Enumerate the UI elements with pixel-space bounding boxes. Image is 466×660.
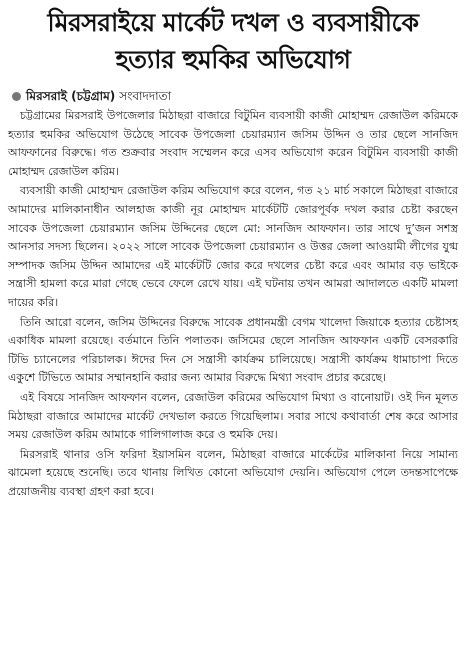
byline-reporter: সংবাদদাতা	[119, 89, 172, 103]
article-paragraph-5: মিরসরাই থানার ওসি ফরিদা ইয়াসমিন বলেন, মিঠাছরা বাজারে মার্কেটের মালিকানা নিয়ে সামান্য ঝামেলা হয়েছে শুনেছি। তবে থানায় লিখিত কোনো অভিযোগ দেয়নি। অভিযোগ পেলে তদন্তসাপেক্ষে প্রয়োজনীয় ব্যবস্থা গ্রহণ করা হবে।	[8, 447, 458, 498]
byline	[8, 88, 458, 104]
byline-location: মিরসরাই (চট্টগ্রাম)	[26, 89, 116, 103]
headline-line-1: মিরসরাইয়ে মার্কেট দখল ও ব্যবসায়ীকে	[47, 8, 419, 37]
article-body	[8, 107, 458, 501]
article-paragraph-4: এই বিষয়ে সানজিদ আফফান বলেন, রেজাউল করিমের অভিযোগ মিথ্যা ও বানোয়াট। ওই দিন মূলত মিঠাছরা বাজারে আমাদের মার্কেট দেখভাল করতে গিয়েছিলাম। সবার সাথে কথাবার্তা শেষ করে আসার সময় রেজাউল করিম আমাকে গালিগালাজ করে ও হুমকি দেয়।	[8, 390, 458, 442]
article-paragraph-2: ব্যবসায়ী কাজী মোহাম্মদ রেজাউল করিম অভিযোগ করে বলেন, গত ২১ মার্চ সকালে মিঠাছরা বাজারে আমাদের মালিকানাধীন আলহাজ কাজী নূর মোহাম্মদ মার্কেটটি জোরপূর্বক দখল করার চেষ্টা করছেন সাবেক উপজেলা চেয়ারম্যান জসিম উদ্দিনের ছেলে মো: সানজিদ আফফান। তার সাথে দু’জন সশস্ত্র আনসার সদস্য ছিলেন। ২০২২ সালে সাবেক উপজেলা চেয়ারম্যান ও উত্তর জেলা আওয়ামী লীগের যুগ্ম সম্পাদক জসিম উদ্দিন আমাদের এই মার্কেটটি জোর করে দখলের চেষ্টা করে এবং আমার বড় ভাইকে সন্ত্রাসী হামলা করে মারা গেছে ভেবে ফেলে রেখে যায়। এই ঘটনায় তখন আমরা আদালতে একটি মামলা দায়ের করি।	[8, 184, 458, 309]
headline-line-2: হত্যার হুমকির অভিযোগ	[115, 45, 351, 74]
headline	[8, 4, 458, 78]
article-paragraph-3: তিনি আরো বলেন, জসিম উদ্দিনের বিরুদ্ধে সাবেক প্রধানমন্ত্রী বেগম খালেদা জিয়াকে হত্যার চেষ্টাসহ একাধিক মামলা রয়েছে। বর্তমানে তিনি পলাতক। জসিমের ছেলে সানজিদ আফফান একটি বেসরকারি টিভি চ্যানেলের পরিচালক। ঈদের দিন সে সন্ত্রাসী কার্যক্রম চালিয়েছে। সন্ত্রাসী কার্যক্রম ধামাচাপা দিতে একুশে টিভিতে আমার সম্মানহানি করার জন্য আমার বিরুদ্ধে মিথ্যা সংবাদ প্রচার করেছে।	[8, 315, 458, 385]
bullet-icon	[12, 92, 21, 101]
article-paragraph-1: চট্টগ্রামের মিরসরাই উপজেলার মিঠাছরা বাজারে বিটুমিন ব্যবসায়ী কাজী মোহাম্মদ রেজাউল করিমকে হত্যার হুমকির অভিযোগ উঠেছে সাবেক উপজেলা চেয়ারম্যান জসিম উদ্দিন ও তার ছেলে সানজিদ আফফানের বিরুদ্ধে। গত শুক্রবার সংবাদ সম্মেলন করে এসব অভিযোগ করেন বিটুমিন ব্যবসায়ী কাজী মোহাম্মদ রেজাউল করিম।	[8, 109, 458, 178]
